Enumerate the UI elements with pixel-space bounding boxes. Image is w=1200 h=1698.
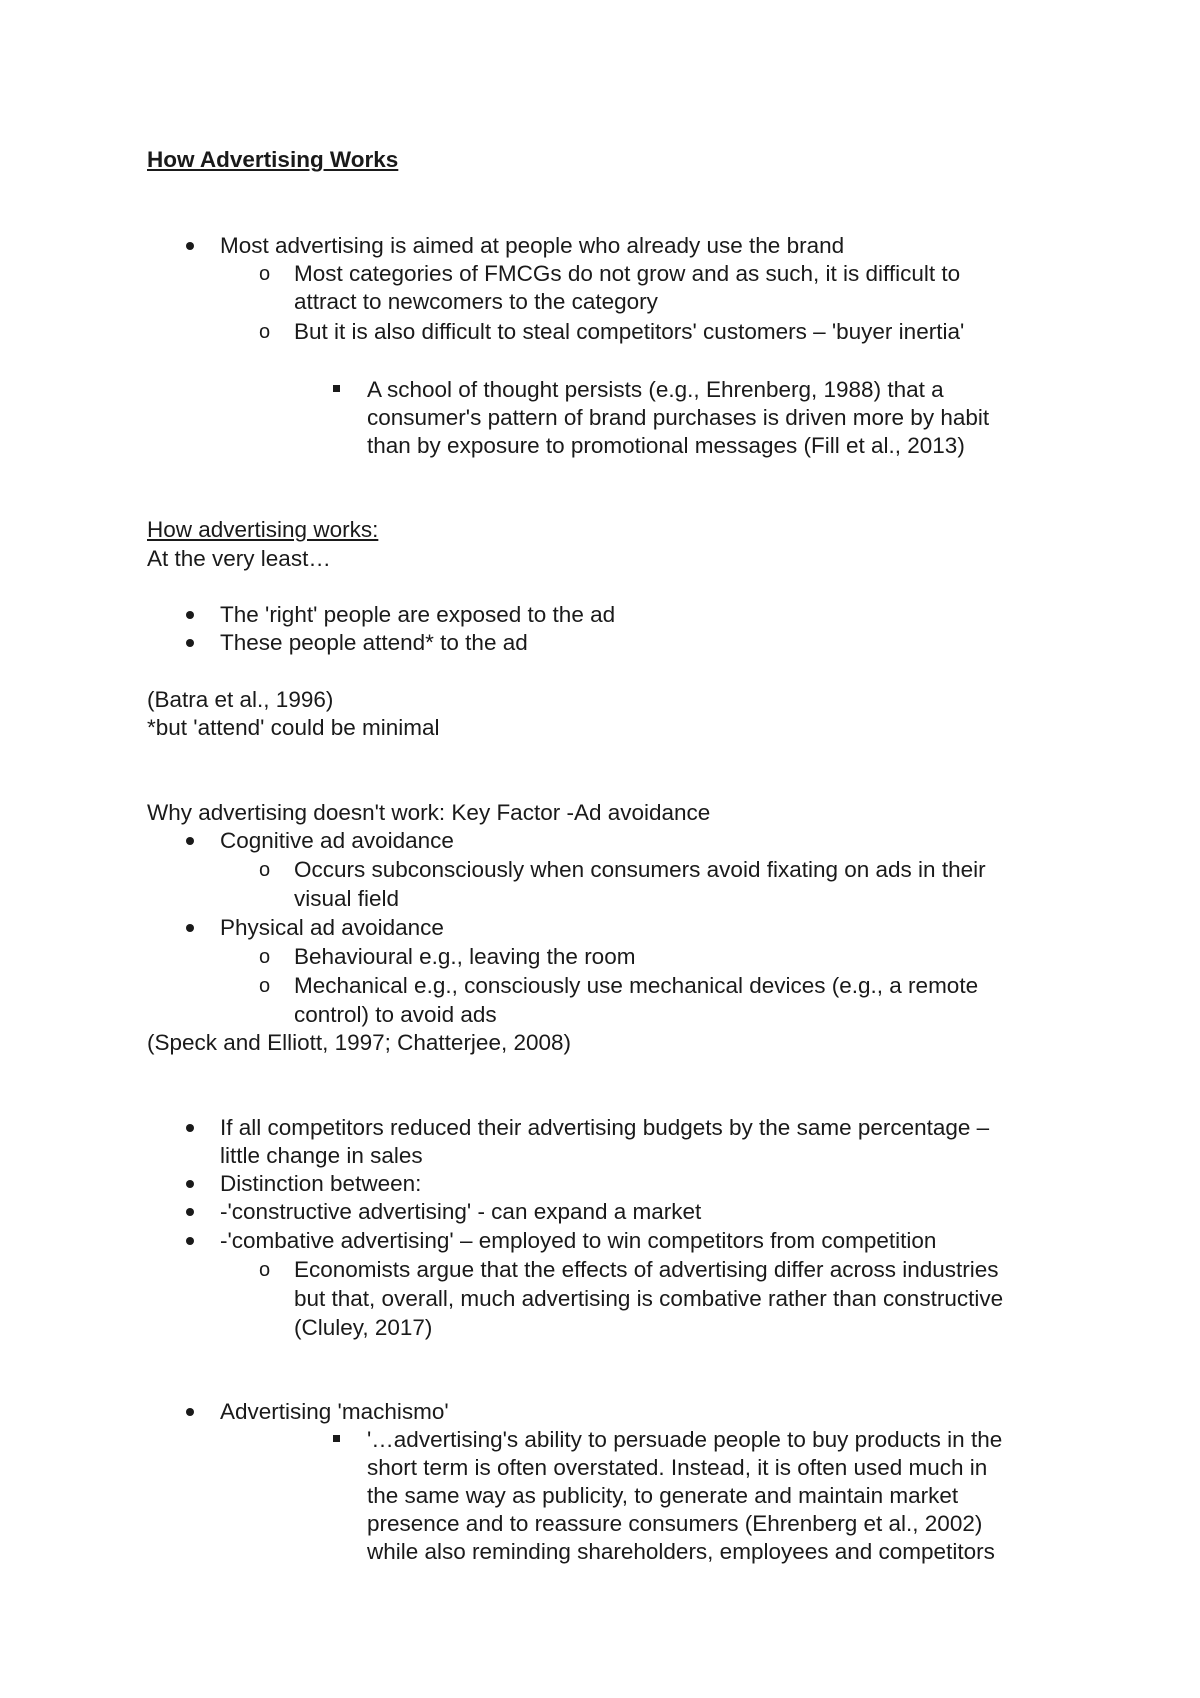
bullet-disc bbox=[186, 1208, 194, 1216]
bullet-text-cont: little change in sales bbox=[220, 1143, 423, 1168]
bullet-square bbox=[333, 1435, 340, 1442]
quote-text: A school of thought persists (e.g., Ehrenberg, 1988) that a bbox=[367, 377, 944, 402]
sub-bullet-text: But it is also difficult to steal competitors' customers – 'buyer inertia' bbox=[294, 319, 965, 344]
quote-text-cont: while also reminding shareholders, employees and competitors bbox=[367, 1539, 995, 1564]
bullet-circle: o bbox=[259, 321, 271, 343]
quote-text-cont: the same way as publicity, to generate and maintain market bbox=[367, 1483, 959, 1508]
bullet-circle: o bbox=[259, 859, 271, 881]
bullet-disc bbox=[186, 1180, 194, 1188]
sub-bullet-text-cont: control) to avoid ads bbox=[294, 1002, 497, 1027]
bullet-text: Cognitive ad avoidance bbox=[220, 828, 454, 853]
intro-text: At the very least… bbox=[147, 546, 331, 571]
bullet-text: Advertising 'machismo' bbox=[220, 1399, 449, 1424]
citation: (Speck and Elliott, 1997; Chatterjee, 2008) bbox=[147, 1030, 572, 1055]
bullet-disc bbox=[186, 1237, 194, 1245]
quote-text-cont: consumer's pattern of brand purchases is driven more by habit bbox=[367, 405, 990, 430]
sub-bullet-text: Most categories of FMCGs do not grow and as such, it is difficult to bbox=[294, 261, 961, 286]
bullet-text: If all competitors reduced their advertising budgets by the same percentage – bbox=[220, 1115, 990, 1140]
bullet-text: Most advertising is aimed at people who already use the brand bbox=[220, 233, 845, 258]
bullet-disc bbox=[186, 1124, 194, 1132]
bullet-text: Physical ad avoidance bbox=[220, 915, 444, 940]
document-title: How Advertising Works bbox=[147, 147, 399, 172]
quote-text: '…advertising's ability to persuade people to buy products in the bbox=[367, 1427, 1003, 1452]
bullet-circle: o bbox=[259, 946, 271, 968]
citation: (Batra et al., 1996) bbox=[147, 687, 334, 712]
quote-text-cont: than by exposure to promotional messages (Fill et al., 2013) bbox=[367, 433, 965, 458]
section-heading: How advertising works: bbox=[147, 517, 379, 542]
bullet-disc bbox=[186, 611, 194, 619]
quote-text-cont: short term is often overstated. Instead, it is often used much in bbox=[367, 1455, 988, 1480]
sub-bullet-text: Mechanical e.g., consciously use mechanical devices (e.g., a remote bbox=[294, 973, 979, 998]
sub-bullet-text-cont: but that, overall, much advertising is combative rather than constructive bbox=[294, 1286, 1004, 1311]
bullet-disc bbox=[186, 639, 194, 647]
sub-bullet-text: Economists argue that the effects of advertising differ across industries bbox=[294, 1257, 999, 1282]
footnote: *but 'attend' could be minimal bbox=[147, 715, 440, 740]
bullet-disc bbox=[186, 924, 194, 932]
sub-bullet-text-cont: attract to newcomers to the category bbox=[294, 289, 658, 314]
bullet-disc bbox=[186, 837, 194, 845]
bullet-disc bbox=[186, 1408, 194, 1416]
sub-bullet-text: Occurs subconsciously when consumers avoid fixating on ads in their bbox=[294, 857, 986, 882]
section-heading: Why advertising doesn't work: Key Factor -Ad avoidance bbox=[147, 800, 711, 825]
bullet-text: -'constructive advertising' - can expand a market bbox=[220, 1199, 702, 1224]
bullet-disc bbox=[186, 242, 194, 250]
bullet-circle: o bbox=[259, 263, 271, 285]
sub-bullet-text: Behavioural e.g., leaving the room bbox=[294, 944, 636, 969]
sub-bullet-text-cont: (Cluley, 2017) bbox=[294, 1315, 433, 1340]
bullet-circle: o bbox=[259, 975, 271, 997]
bullet-text: -'combative advertising' – employed to win competitors from competition bbox=[220, 1228, 937, 1253]
bullet-square bbox=[333, 385, 340, 392]
bullet-circle: o bbox=[259, 1259, 271, 1281]
quote-text-cont: presence and to reassure consumers (Ehrenberg et al., 2002) bbox=[367, 1511, 983, 1536]
bullet-text: These people attend* to the ad bbox=[220, 630, 528, 655]
sub-bullet-text-cont: visual field bbox=[294, 886, 400, 911]
bullet-text: The 'right' people are exposed to the ad bbox=[220, 602, 616, 627]
bullet-text: Distinction between: bbox=[220, 1171, 422, 1196]
